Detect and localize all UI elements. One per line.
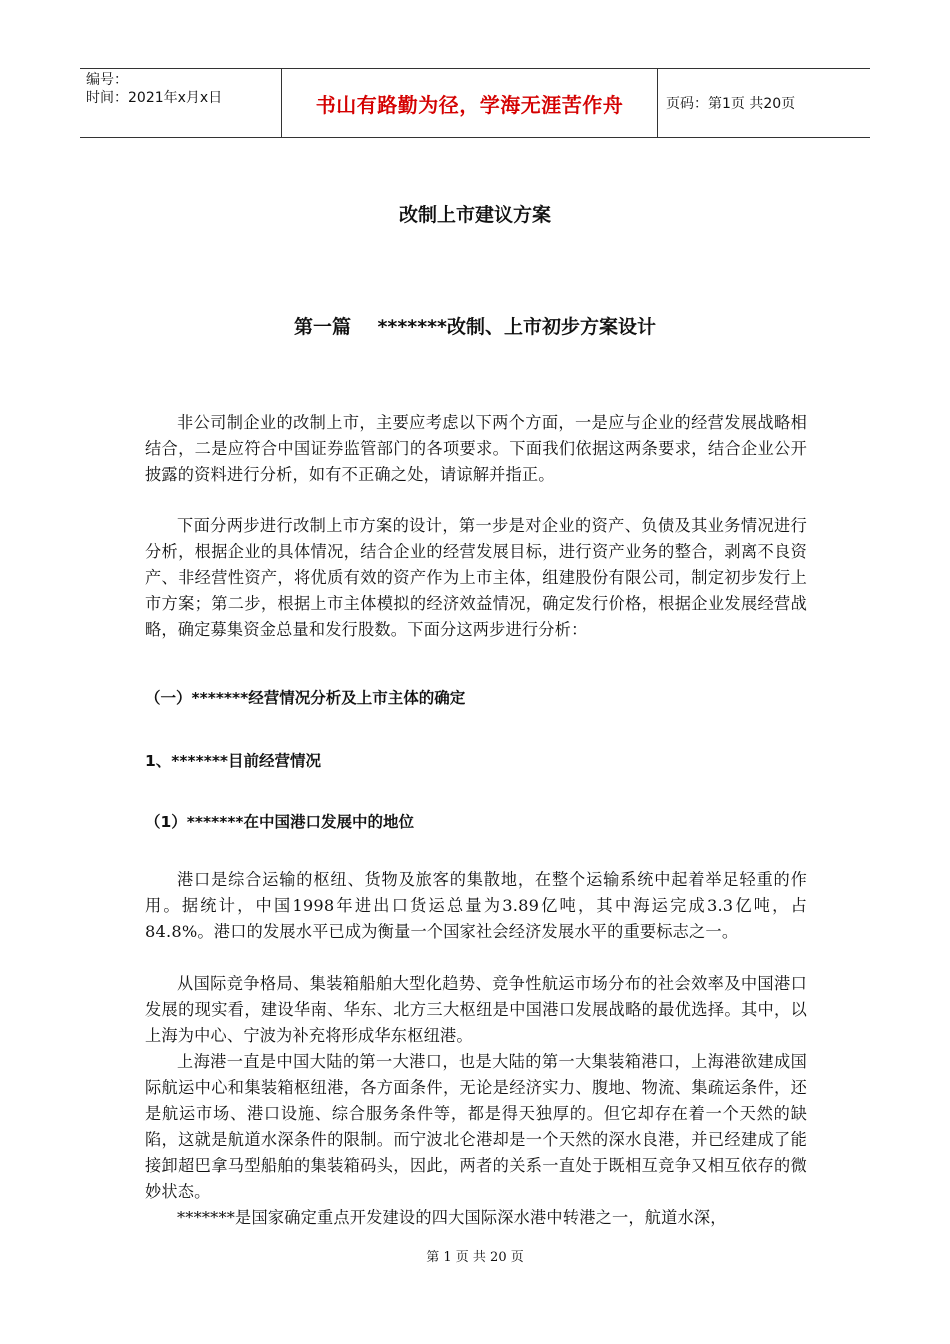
section-heading-1: （一）*******经营情况分析及上市主体的确定 bbox=[145, 689, 466, 707]
paragraph-steps: 下面分两步进行改制上市方案的设计，第一步是对企业的资产、负债及其业务情况进行分析，根据企业的具体情况，结合企业的经营发展目标，进行资产业务的整合，剥离不良资产、非经营性资产，将优质有效的资产作为上市主体，组建股份有限公司，制定初步发行上市方案；第二步，根据上市主体模拟的经济效益情况，确定发行价格，根据企业发展经营战略，确定募集资金总量和发行股数。下面分这两步进行分析： bbox=[145, 516, 807, 639]
header-page-info: 页码：第1页 共20页 bbox=[666, 96, 796, 112]
document-number-label: 编号： bbox=[86, 72, 128, 88]
page-header bbox=[80, 68, 870, 138]
paragraph-port-role: 港口是综合运输的枢纽、货物及旅客的集散地，在整个运输系统中起着举足轻重的作用。据统计，中国1998年进出口货运总量为3.89亿吨，其中海运完成3.3亿吨，占84.8%。港口的发展水平已成为衡量一个国家社会经济发展水平的重要标志之一。 bbox=[145, 870, 807, 941]
subsection-heading-1-1: （1）*******在中国港口发展中的地位 bbox=[145, 813, 415, 831]
paragraph-intro: 非公司制企业的改制上市，主要应考虑以下两个方面，一是应与企业的经营发展战略相结合，二是应符合中国证券监管部门的各项要求。下面我们依据这两条要求，结合企业公开披露的资料进行分析，如有不正确之处，请谅解并指正。 bbox=[145, 413, 807, 484]
document-title: 改制上市建议方案 bbox=[398, 204, 551, 226]
header-meta bbox=[80, 69, 282, 137]
page-footer: 第 1 页 共 20 页 bbox=[426, 1250, 524, 1265]
paragraph-deepwater-port: *******是国家确定重点开发建设的四大国际深水港中转港之一，航道水深， bbox=[177, 1208, 727, 1227]
header-motto: 书山有路勤为径，学海无涯苦作舟 bbox=[282, 69, 658, 137]
document-date-label: 时间：2021年x月x日 bbox=[86, 90, 223, 106]
subsection-heading-1: 1、*******目前经营情况 bbox=[145, 752, 322, 770]
paragraph-hub-strategy: 从国际竞争格局、集装箱船舶大型化趋势、竞争性航运市场分布的社会效率及中国港口发展的现实看，建设华南、华东、北方三大枢纽是中国港口发展战略的最优选择。其中，以上海为中心、宁波为补充将形成华东枢纽港。 bbox=[145, 974, 807, 1045]
part-title: 第一篇 *******改制、上市初步方案设计 bbox=[293, 316, 656, 338]
paragraph-shanghai-port: 上海港一直是中国大陆的第一大港口，也是大陆的第一大集装箱港口，上海港欲建成国际航运中心和集装箱枢纽港，各方面条件，无论是经济实力、腹地、物流、集疏运条件，还是航运市场、港口设施、综合服务条件等，都是得天独厚的。但它却存在着一个天然的缺陷，这就是航道水深条件的限制。而宁波北仑港却是一个天然的深水良港，并已经建成了能接卸超巴拿马型船舶的集装箱码头，因此，两者的关系一直处于既相互竞争又相互依存的微妙状态。 bbox=[145, 1052, 807, 1201]
